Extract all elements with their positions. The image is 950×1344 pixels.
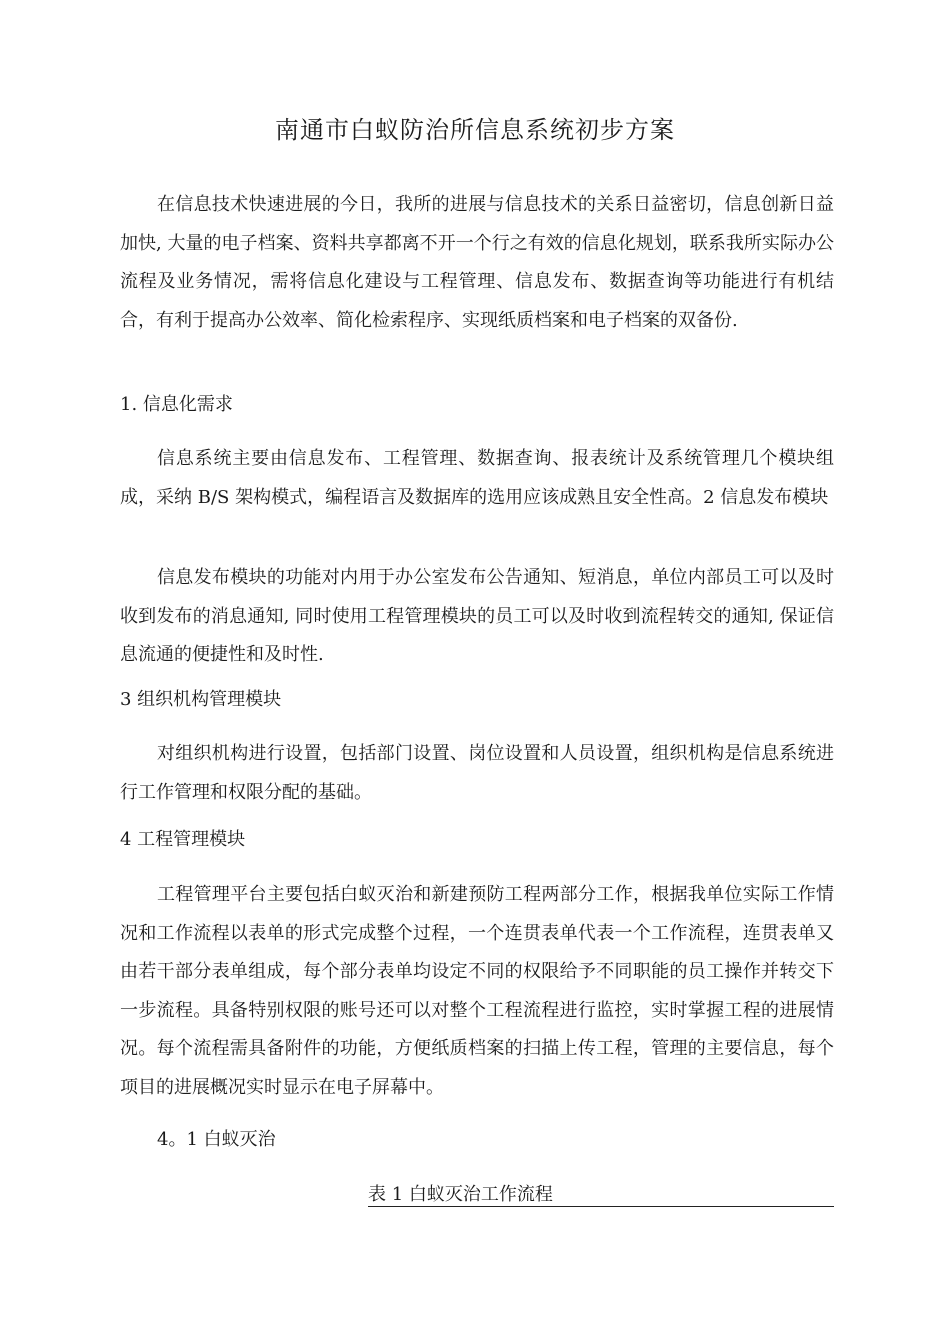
section4-heading: 4 工程管理模块 bbox=[120, 829, 246, 850]
document-title: 南通市白蚁防治所信息系统初步方案 bbox=[275, 116, 675, 144]
section1-heading: 1. 信息化需求 bbox=[120, 394, 233, 415]
section2-paragraph: 信息发布模块的功能对内用于办公室发布公告通知、短消息，单位内部员工可以及时收到发布的消息通知, 同时使用工程管理模块的员工可以及时收到流程转交的通知, 保证信息流通的便捷性和及时性. bbox=[120, 567, 834, 665]
section3-heading: 3 组织机构管理模块 bbox=[120, 689, 282, 710]
intro-paragraph: 在信息技术快速进展的今日，我所的进展与信息技术的关系日益密切，信息创新日益加快, 大量的电子档案、资料共享都离不开一个行之有效的信息化规划，联系我所实际办公流程及业务情况，需将信息化建设与工程管理、信息发布、数据查询等功能进行有机结合，有利于提高办公效率、简化检索程序、实现纸质档案和电子档案的双备份. bbox=[120, 194, 834, 331]
section3-paragraph: 对组织机构进行设置，包括部门设置、岗位设置和人员设置，组织机构是信息系统进行工作管理和权限分配的基础。 bbox=[120, 743, 834, 803]
table1-caption: 表 1 白蚁灭治工作流程 bbox=[368, 1184, 553, 1205]
table-top-rule bbox=[368, 1206, 834, 1207]
section4-paragraph: 工程管理平台主要包括白蚁灭治和新建预防工程两部分工作，根据我单位实际工作情况和工作流程以表单的形式完成整个过程，一个连贯表单代表一个工作流程，连贯表单又由若干部分表单组成，每个部分表单均设定不同的权限给予不同职能的员工操作并转交下一步流程。具备特别权限的账号还可以对整个工程流程进行监控，实时掌握工程的进展情况。每个流程需具备附件的功能，方便纸质档案的扫描上传工程，管理的主要信息，每个项目的进展概况实时显示在电子屏幕中。 bbox=[120, 884, 834, 1098]
section1-paragraph: 信息系统主要由信息发布、工程管理、数据查询、报表统计及系统管理几个模块组成，采纳 B/S 架构模式，编程语言及数据库的选用应该成熟且安全性高。2 信息发布模块 bbox=[120, 448, 834, 508]
section41-heading: 4。1 白蚁灭治 bbox=[157, 1129, 276, 1150]
